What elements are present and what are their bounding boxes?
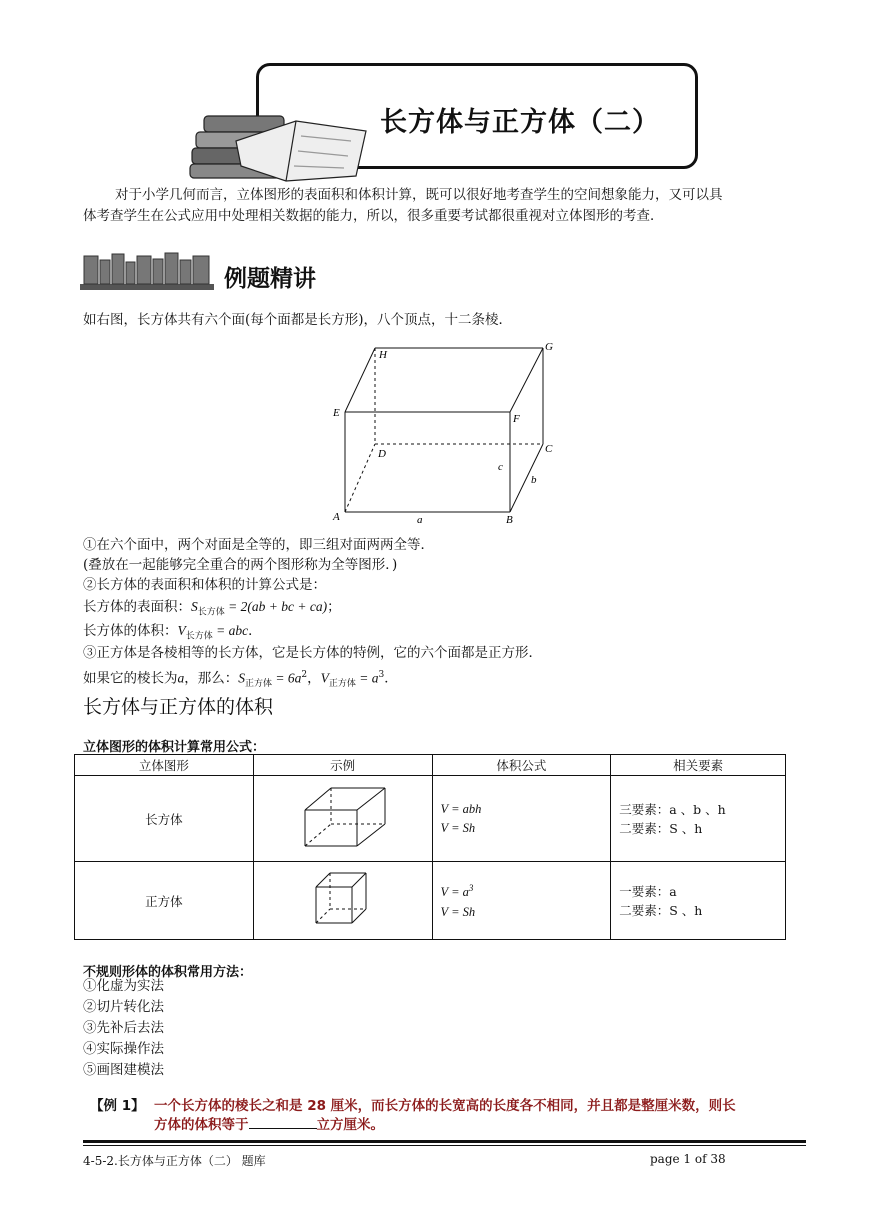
elements-cell: 三要素：a 、b 、h 二要素：S 、h xyxy=(611,776,786,862)
list-item: ②切片转化法 xyxy=(83,999,164,1015)
table-row xyxy=(75,776,786,862)
note-2: (叠放在一起能够完全重合的两个图形称为全等图形．) xyxy=(83,557,398,573)
shape-example xyxy=(253,776,432,862)
table-header: 相关要素 xyxy=(611,755,786,776)
volume-formula-table xyxy=(74,754,786,940)
page-title: 长方体与正方体（二） xyxy=(380,107,660,138)
intro-line-2: 体考查学生在公式应用中处理相关数据的能力，所以，很多重要考试都很重视对立体图形的考查． xyxy=(83,208,664,224)
vertex-label-e: E xyxy=(333,407,340,419)
surface-area-formula: 长方体的表面积：$S_{长方体} = 2(ab$ + bc + ca)； xyxy=(83,599,341,618)
table-caption: 立体图形的体积计算常用公式： xyxy=(83,740,266,755)
section-lead: 如右图，长方体共有六个面(每个面都是长方形)，八个顶点，十二条棱． xyxy=(83,312,513,328)
bookshelf-icon xyxy=(80,250,215,292)
footer-divider-thin xyxy=(83,1145,806,1146)
cuboid-example-figure xyxy=(293,782,393,852)
table-row xyxy=(75,862,786,940)
example-question-line-2: 方体的体积等于 立方厘米。 xyxy=(154,1117,384,1133)
table-header-row xyxy=(75,755,786,776)
answer-blank[interactable] xyxy=(249,1116,317,1129)
volume-subheading: 长方体与正方体的体积 xyxy=(83,697,274,718)
list-item: ⑤画图建模法 xyxy=(83,1062,164,1078)
example-tag: 【例 1】 xyxy=(90,1098,145,1114)
vertex-label-f: F xyxy=(513,413,520,425)
cube-example-figure xyxy=(308,867,378,931)
edge-label-a: a xyxy=(417,514,423,526)
vertex-label-g: G xyxy=(545,341,553,353)
vertex-label-c: C xyxy=(545,443,553,455)
note-1: ①在六个面中，两个对面是全等的，即三组对面两两全等． xyxy=(83,537,434,553)
footer-left: 4-5-2.长方体与正方体（二） 题库 xyxy=(83,1154,266,1168)
section-title: 例题精讲 xyxy=(224,266,316,292)
shape-name: 长方体 xyxy=(75,776,254,862)
vertex-label-a: A xyxy=(333,511,340,523)
table-header: 立体图形 xyxy=(75,755,254,776)
table-header: 示例 xyxy=(253,755,432,776)
footer-page-number: page 1 of 38 xyxy=(650,1152,726,1166)
books-icon xyxy=(186,96,376,186)
elements-cell: 一要素：a 二要素：S 、h xyxy=(611,862,786,940)
vertex-label-b: B xyxy=(506,514,513,526)
shape-example xyxy=(253,862,432,940)
method-list xyxy=(83,976,164,1081)
list-item: ③先补后去法 xyxy=(83,1020,164,1036)
edge-label-c: c xyxy=(498,461,503,473)
irregular-title: 不规则形体的体积常用方法： xyxy=(83,965,253,980)
intro-line-1: 对于小学几何而言，立体图形的表面积和体积计算，既可以很好地考查学生的空间想象能力，又可以具 xyxy=(115,187,723,203)
note-6: ③正方体是各棱相等的长方体，它是长方体的特例，它的六个面都是正方形． xyxy=(83,645,542,661)
volume-formula-cell: $V = a^3$ V = Sh xyxy=(432,862,611,940)
list-item: ①化虚为实法 xyxy=(83,978,164,994)
note-3: ②长方体的表面积和体积的计算公式是： xyxy=(83,577,326,593)
volume-formula-cell: V = abh V = Sh xyxy=(432,776,611,862)
shape-name: 正方体 xyxy=(75,862,254,940)
volume-formula: 长方体的体积：$V_{长方体}$ = abc． xyxy=(83,623,262,642)
example-question-line-1: 一个长方体的棱长之和是 28 厘米，而长方体的长宽高的长度各不相同，并且都是整厘米数，则长 xyxy=(154,1098,736,1114)
table-header: 体积公式 xyxy=(432,755,611,776)
vertex-label-h: H xyxy=(379,349,387,361)
list-item: ④实际操作法 xyxy=(83,1041,164,1057)
cube-formula: 如果它的棱长为a，那么：$S_{正方体} = 6a^2$，$V_{正方体} = a^3$． xyxy=(83,670,398,690)
footer-divider xyxy=(83,1140,806,1143)
cuboid-figure xyxy=(325,340,565,530)
vertex-label-d: D xyxy=(378,448,386,460)
edge-label-b: b xyxy=(531,474,537,486)
